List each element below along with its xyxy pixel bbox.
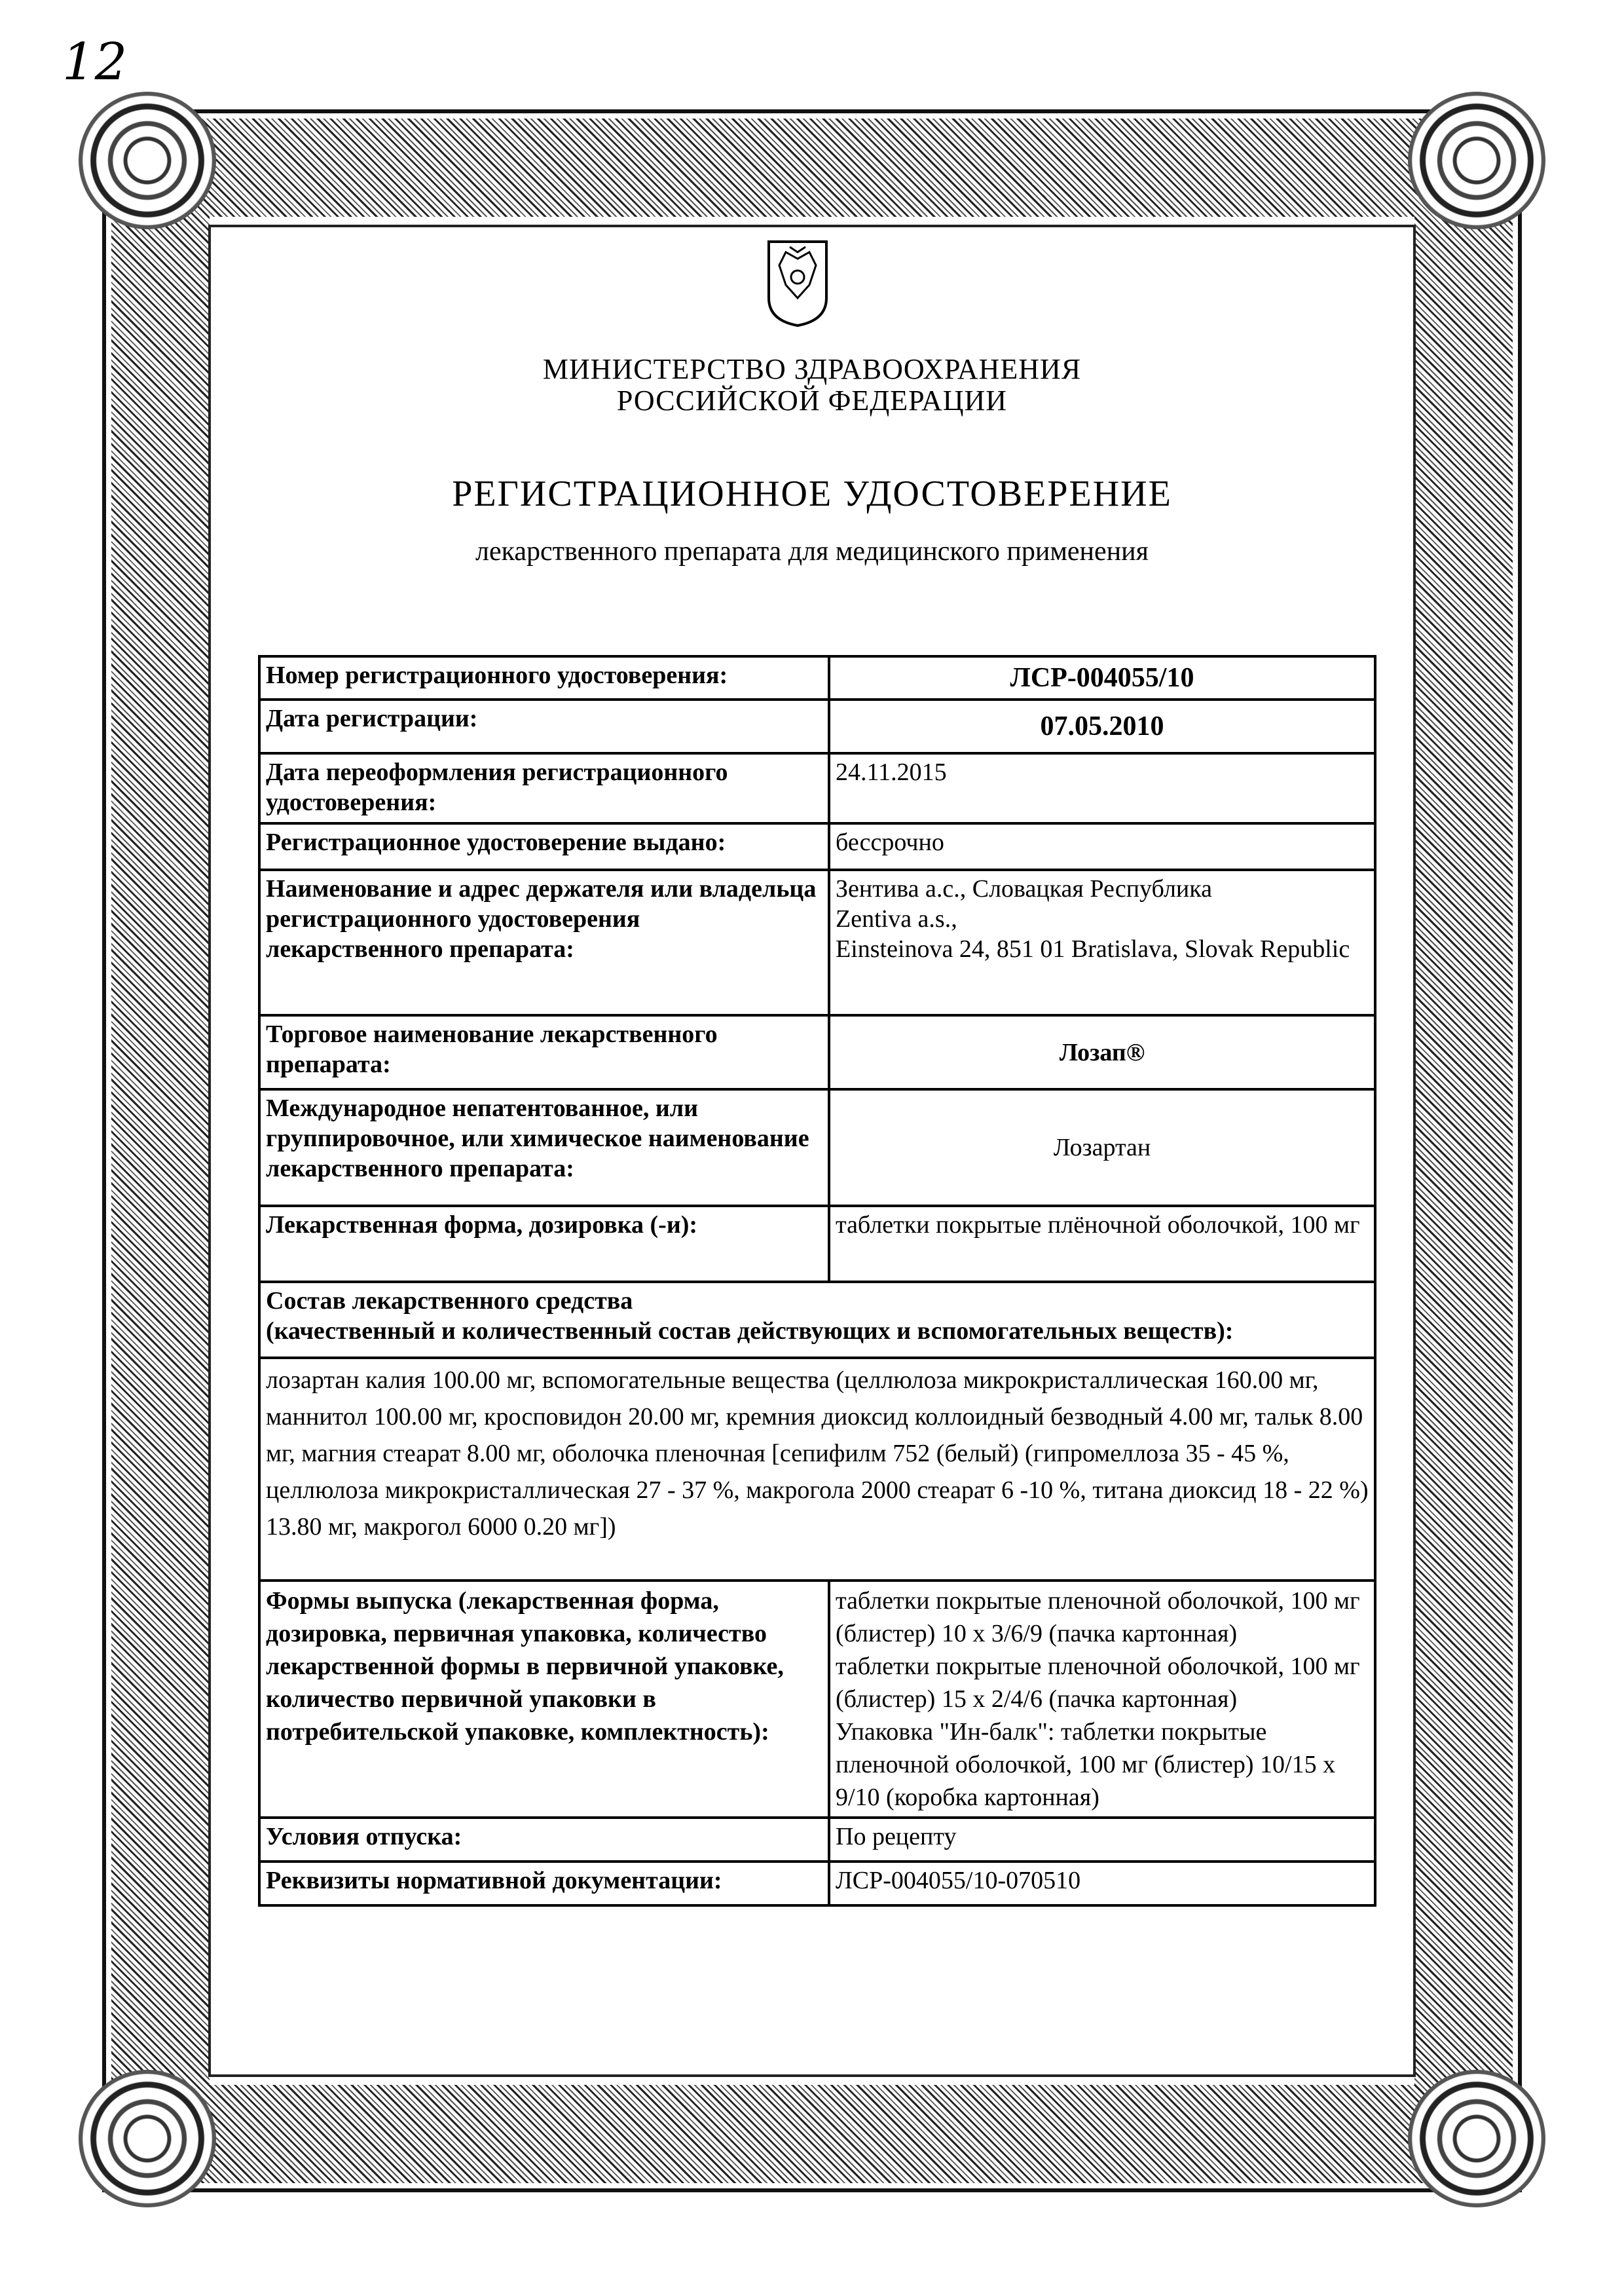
row-label: Реквизиты нормативной документации: <box>259 1862 829 1905</box>
composition-title-line-2: (качественный и количественный состав действующих и вспомогательных веществ): <box>266 1317 1234 1345</box>
holder-line: Einsteinova 24, 851 01 Bratislava, Slovak Republic <box>836 935 1350 963</box>
composition-title <box>259 1282 1375 1358</box>
normative-documentation: ЛСР-004055/10-070510 <box>829 1862 1375 1905</box>
table-row <box>259 1206 1375 1282</box>
row-label: Условия отпуска: <box>259 1818 829 1862</box>
row-label: Торговое наименование лекарственного препарата: <box>259 1015 829 1089</box>
release-form-line: таблетки покрытые пленочной оболочкой, 100 мг (блистер) 10 x 3/6/9 (пачка картонная) <box>836 1587 1360 1647</box>
corner-rosette-icon <box>79 92 216 229</box>
inn-name: Лозартан <box>829 1089 1375 1206</box>
registration-number: ЛСР-004055/10 <box>829 656 1375 700</box>
holder-line: Zentiva a.s., <box>836 905 957 933</box>
reissue-date: 24.11.2015 <box>829 753 1375 823</box>
release-forms <box>829 1581 1375 1818</box>
table-row <box>259 870 1375 1015</box>
table-row <box>259 753 1375 823</box>
registration-table <box>258 655 1376 1907</box>
registration-date: 07.05.2010 <box>829 700 1375 753</box>
release-form-line: таблетки покрытые пленочной оболочкой, 100 мг (блистер) 15 x 2/4/6 (пачка картонная) <box>836 1653 1360 1713</box>
row-label: Лекарственная форма, дозировка (-и): <box>259 1206 829 1282</box>
corner-rosette-icon <box>1408 92 1545 229</box>
corner-rosette-icon <box>79 2070 216 2207</box>
table-row <box>259 1862 1375 1905</box>
dosage-form: таблетки покрытые плёночной оболочкой, 100 мг <box>829 1206 1375 1282</box>
row-label: Дата регистрации: <box>259 700 829 753</box>
composition-title-line-1: Состав лекарственного средства <box>266 1287 633 1315</box>
coat-of-arms-emblem-icon <box>766 239 829 328</box>
handwritten-page-number: 12 <box>62 33 128 92</box>
table-row <box>259 700 1375 753</box>
dispensing-conditions: По рецепту <box>829 1818 1375 1862</box>
ministry-name <box>0 354 1624 417</box>
corner-rosette-icon <box>1408 2070 1545 2207</box>
validity: бессрочно <box>829 823 1375 870</box>
row-label: Наименование и адрес держателя или владельца регистрационного удостоверения лекарственного препарата: <box>259 870 829 1015</box>
row-label: Международное непатентованное, или группировочное, или химическое наименование лекарственного препарата: <box>259 1089 829 1206</box>
document-title: РЕГИСТРАЦИОННОЕ УДОСТОВЕРЕНИЕ <box>452 474 1172 514</box>
table-row <box>259 1818 1375 1862</box>
ministry-line-2: РОССИЙСКОЙ ФЕДЕРАЦИИ <box>616 384 1008 417</box>
table-row <box>259 823 1375 870</box>
row-label: Формы выпуска (лекарственная форма, дозировка, первичная упаковка, количество лекарственной формы в первичной упаковке, количество первичной упаковки в потребительской упаковке, комплектность): <box>259 1581 829 1818</box>
table-row <box>259 656 1375 700</box>
holder-line: Зентива а.с., Словацкая Республика <box>836 875 1212 903</box>
table-row <box>259 1282 1375 1358</box>
row-label: Номер регистрационного удостоверения: <box>259 656 829 700</box>
table-row <box>259 1089 1375 1206</box>
table-row <box>259 1358 1375 1581</box>
row-label: Регистрационное удостоверение выдано: <box>259 823 829 870</box>
table-row <box>259 1581 1375 1818</box>
holder-name-address <box>829 870 1375 1015</box>
document-subtitle: лекарственного препарата для медицинского применения <box>475 536 1149 567</box>
trade-name: Лозап® <box>829 1015 1375 1089</box>
table-row <box>259 1015 1375 1089</box>
ministry-line-1: МИНИСТЕРСТВО ЗДРАВООХРАНЕНИЯ <box>542 353 1082 385</box>
row-label: Дата переоформления регистрационного удостоверения: <box>259 753 829 823</box>
composition-text: лозартан калия 100.00 мг, вспомогательные вещества (целлюлоза микрокристаллическая 160.00 мг, маннитол 100.00 мг, кросповидон 20.00 мг, кремния диоксид коллоидный безводный 4.00 мг, тальк 8.00 мг, магния стеарат 8.00 мг, оболочка пленочная [сепифилм 752 (белый) (гипромеллоза 35 - 45 %, целлюлоза микрокристаллическая 27 - 37 %, макрогола 2000 стеарат 6 -10 %, титана диоксид 18 - 22 %) 13.80 мг, макрогол 6000 0.20 мг]) <box>259 1358 1375 1581</box>
release-form-line: Упаковка "Ин-балк": таблетки покрытые пленочной оболочкой, 100 мг (блистер) 10/15 x 9/10 (коробка картонная) <box>836 1718 1336 1811</box>
